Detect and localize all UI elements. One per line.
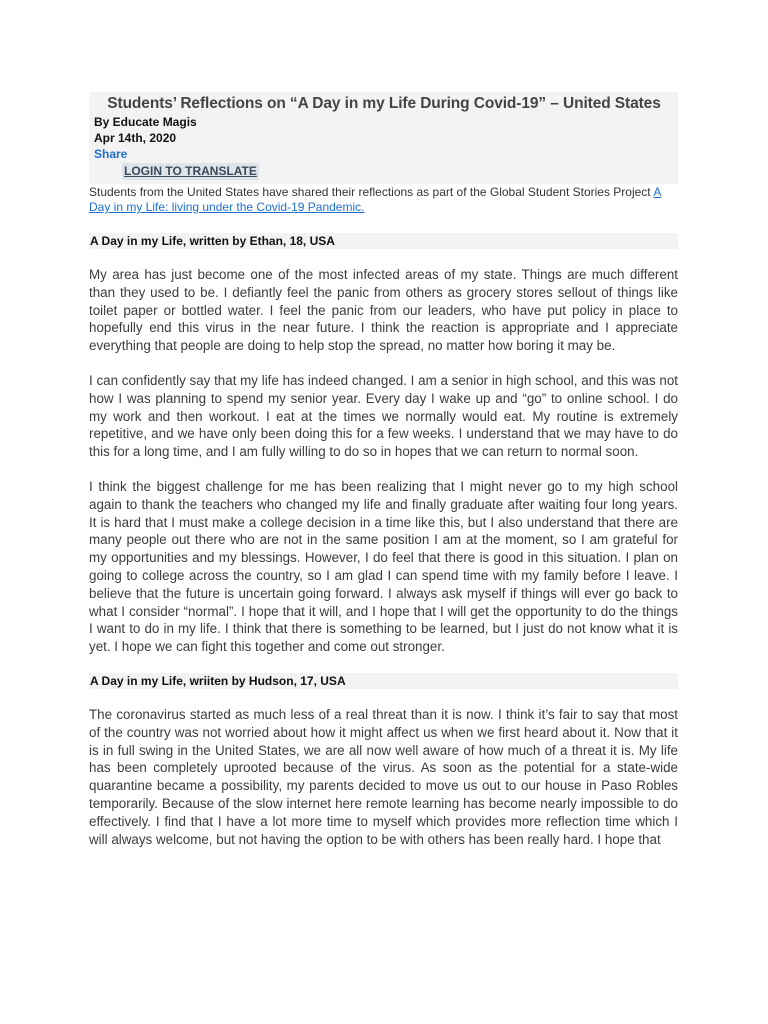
- hudson-paragraph-1: The coronavirus started as much less of a real threat than it is now. I think it’s fair to say that most of the country was not worried about how it might affect us when we first heard about it. Now that it is in full swing in the United States, we are all now well aware of how much of a threat it is. My life has been completely uprooted because of the virus. As soon as the potential for a state-wide quarantine became a possibility, my parents decided to move us out to our house in Paso Robles temporarily. Because of the slow internet here remote learning has become nearly impossible to do effectively. I find that I have a lot more time to myself which provides more reflection time which I will always welcome, but not having the option to be with others has been really hard. I hope that: [89, 706, 678, 847]
- section-heading-ethan: A Day in my Life, written by Ethan, 18, USA: [89, 233, 678, 249]
- ethan-paragraph-1: My area has just become one of the most infected areas of my state. Things are much different than they used to be. I defiantly feel the panic from others as grocery stores sellout of things like toilet paper or bottled water. I feel the panic from our leaders, who have put policy in place to hopefully end this virus in the near future. I think the reaction is appropriate and I appreciate everything that people are doing to help stop the spread, no matter how boring it may be.: [89, 267, 678, 354]
- byline: By Educate Magis: [94, 115, 197, 129]
- ethan-paragraph-3: I think the biggest challenge for me has been realizing that I might never go to my high school again to thank the teachers who changed my life and finally graduate after waiting four long years. It is hard that I must make a college decision in a time like this, but I also understand that there are many people out there who are not in the same position I am at the moment, so I am grateful for my opportunities and my blessings. However, I do feel that there is good in this situation. I plan on going to college across the country, so I am glad I can spend time with my family before I leave. I believe that the future is uncertain going forward. I always ask myself if things will ever go back to what I consider “normal”. I hope that it will, and I hope that I will get the opportunity to do the things I want to do in my life. I think that there is something to be learned, but I just do not know what it is yet. I hope we can fight this together and come out stronger.: [89, 478, 678, 655]
- login-to-translate-button[interactable]: LOGIN TO TRANSLATE: [124, 164, 257, 178]
- login-row: [94, 162, 674, 180]
- page-title: Students’ Reflections on “A Day in my Life During Covid-19” – United States: [107, 95, 661, 112]
- share-link[interactable]: Share: [94, 147, 128, 161]
- intro-text-body: Students from the United States have shared their reflections as part of the Global Student Stories Project: [89, 185, 654, 199]
- article-header: [89, 92, 678, 184]
- publish-date: Apr 14th, 2020: [94, 131, 177, 145]
- section-heading-hudson: A Day in my Life, wriiten by Hudson, 17, USA: [89, 673, 678, 689]
- ethan-paragraph-2: I can confidently say that my life has indeed changed. I am a senior in high school, and this was not how I was planning to spend my senior year. Every day I wake up and “go” to online school. I do my work and then workout. I eat at the times we normally would eat. My routine is extremely repetitive, and we have only been doing this for a few weeks. I understand that we may have to do this for a long time, and I am fully willing to do so in hopes that we can return to normal soon.: [89, 372, 678, 460]
- article-page: [89, 92, 678, 848]
- project-link[interactable]: A Day in my Life: living under the Covid-19 Pandemic.: [89, 185, 662, 214]
- intro-text: [89, 184, 678, 215]
